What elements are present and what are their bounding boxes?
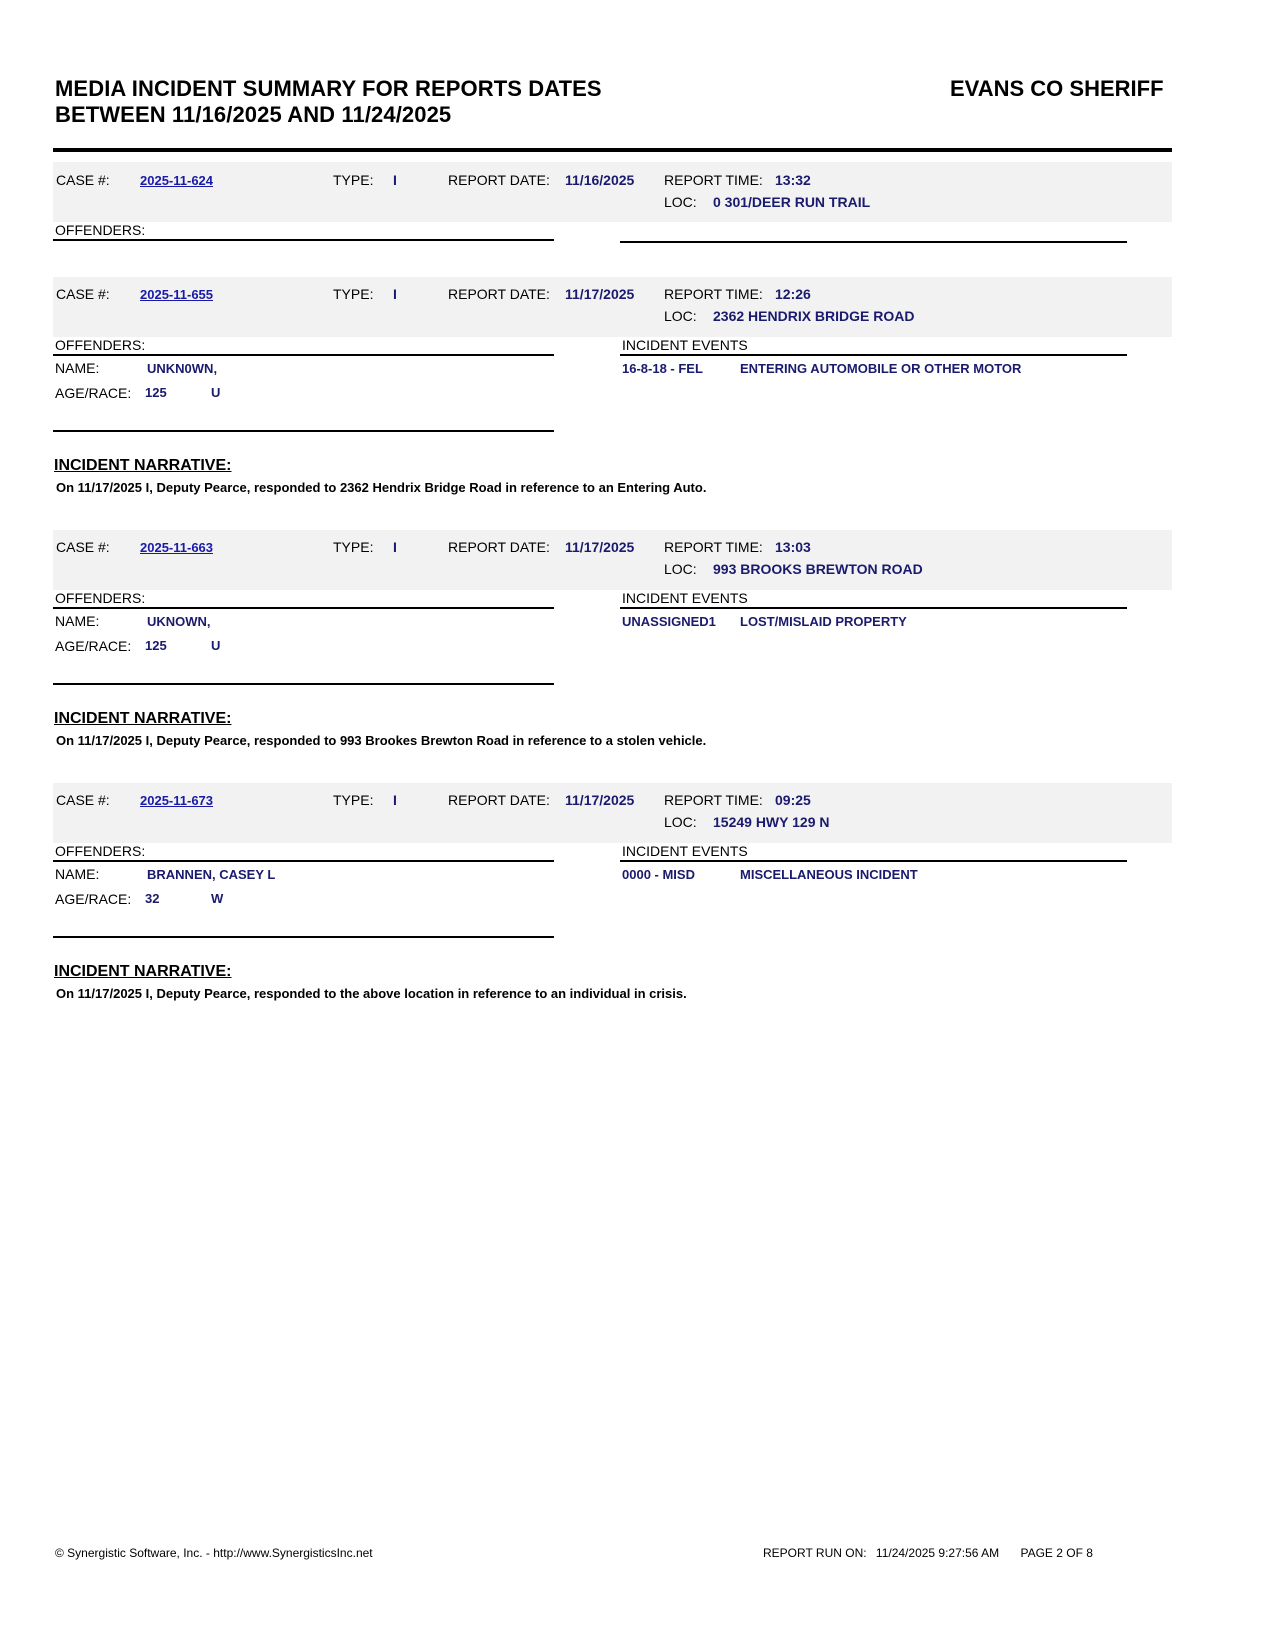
age-value: 32 [145, 891, 160, 906]
case-number-link[interactable]: 2025-11-624 [140, 173, 214, 188]
case-number-link[interactable]: 2025-11-655 [140, 287, 214, 302]
case-label: CASE #: [56, 172, 110, 188]
event-description: ENTERING AUTOMOBILE OR OTHER MOTOR [740, 361, 1022, 376]
name-label: NAME: [55, 360, 100, 376]
case-header-band [53, 162, 1172, 222]
loc-label: LOC: [664, 308, 697, 324]
report-time-label: REPORT TIME: [664, 172, 763, 188]
incident-events-label: INCIDENT EVENTS [622, 590, 748, 606]
events-rule [620, 354, 1127, 356]
narrative-heading: INCIDENT NARRATIVE: [54, 710, 232, 727]
loc-value: 2362 HENDRIX BRIDGE ROAD [713, 308, 915, 324]
offenders-rule [53, 607, 554, 609]
offender-name: UNKN0WN, [147, 361, 218, 376]
offender-name: BRANNEN, CASEY L [147, 867, 276, 882]
offenders-rule [53, 860, 554, 862]
agency-name: EVANS CO SHERIFF [950, 76, 1164, 101]
age-race-label: AGE/RACE: [55, 638, 132, 654]
age-value: 125 [145, 638, 167, 653]
incident-events-label: INCIDENT EVENTS [622, 843, 748, 859]
report-title-line2: BETWEEN 11/16/2025 AND 11/24/2025 [55, 102, 452, 127]
race-value: U [211, 385, 221, 400]
type-value: I [393, 539, 397, 555]
offenders-label: OFFENDERS: [55, 843, 146, 859]
case-number-link[interactable]: 2025-11-673 [140, 793, 214, 808]
type-label: TYPE: [333, 792, 374, 808]
name-label: NAME: [55, 866, 100, 882]
age-race-label: AGE/RACE: [55, 891, 132, 907]
offenders-label: OFFENDERS: [55, 337, 146, 353]
report-title-line1: MEDIA INCIDENT SUMMARY FOR REPORTS DATES [55, 76, 602, 101]
events-rule [620, 241, 1127, 243]
event-description: LOST/MISLAID PROPERTY [740, 614, 907, 629]
report-time-value: 13:03 [775, 539, 811, 555]
age-value: 125 [145, 385, 167, 400]
incident-events-label: INCIDENT EVENTS [622, 337, 748, 353]
report-time-label: REPORT TIME: [664, 792, 763, 808]
report-date-label: REPORT DATE: [448, 172, 550, 188]
loc-label: LOC: [664, 561, 697, 577]
report-time-label: REPORT TIME: [664, 286, 763, 302]
report-date-label: REPORT DATE: [448, 539, 550, 555]
footer-copyright: © Synergistic Software, Inc. - http://www.SynergisticsInc.net [55, 1546, 373, 1560]
report-time-value: 12:26 [775, 286, 811, 302]
offender-name: UKNOWN, [147, 614, 211, 629]
report-run-value: 11/24/2025 9:27:56 AM [875, 1546, 1000, 1560]
event-code: UNASSIGNED1 [622, 614, 716, 629]
report-date-value: 11/16/2025 [565, 172, 635, 188]
type-value: I [393, 792, 397, 808]
offenders-rule [53, 239, 554, 241]
event-code: 0000 - MISD [622, 867, 695, 882]
offenders-label: OFFENDERS: [55, 590, 146, 606]
report-time-value: 13:32 [775, 172, 811, 188]
report-time-value: 09:25 [775, 792, 811, 808]
type-label: TYPE: [333, 286, 374, 302]
case-label: CASE #: [56, 792, 110, 808]
report-date-value: 11/17/2025 [565, 792, 635, 808]
type-value: I [393, 286, 397, 302]
loc-value: 993 BROOKS BREWTON ROAD [713, 561, 923, 577]
loc-value: 15249 HWY 129 N [713, 814, 830, 830]
header-divider [53, 148, 1172, 152]
events-rule [620, 607, 1127, 609]
page-indicator: PAGE 2 OF 8 [1020, 1546, 1093, 1560]
offenders-rule [53, 354, 554, 356]
offender-bottom-rule [53, 936, 554, 938]
report-title [55, 76, 602, 128]
age-race-label: AGE/RACE: [55, 385, 132, 401]
report-date-label: REPORT DATE: [448, 286, 550, 302]
report-date-value: 11/17/2025 [565, 539, 635, 555]
footer-run-info [763, 1546, 1099, 1560]
report-date-value: 11/17/2025 [565, 286, 635, 302]
event-code: 16-8-18 - FEL [622, 361, 703, 376]
case-label: CASE #: [56, 286, 110, 302]
narrative-text: On 11/17/2025 I, Deputy Pearce, responded to 2362 Hendrix Bridge Road in reference to an Entering Auto. [56, 480, 707, 495]
loc-value: 0 301/DEER RUN TRAIL [713, 194, 871, 210]
report-run-label: REPORT RUN ON: [763, 1546, 867, 1560]
offender-bottom-rule [53, 430, 554, 432]
race-value: U [211, 638, 221, 653]
loc-label: LOC: [664, 194, 697, 210]
report-time-label: REPORT TIME: [664, 539, 763, 555]
type-label: TYPE: [333, 539, 374, 555]
type-label: TYPE: [333, 172, 374, 188]
case-number-link[interactable]: 2025-11-663 [140, 540, 214, 555]
report-date-label: REPORT DATE: [448, 792, 550, 808]
name-label: NAME: [55, 613, 100, 629]
offenders-label: OFFENDERS: [55, 222, 146, 238]
narrative-heading: INCIDENT NARRATIVE: [54, 457, 232, 474]
event-description: MISCELLANEOUS INCIDENT [740, 867, 918, 882]
events-rule [620, 860, 1127, 862]
type-value: I [393, 172, 397, 188]
race-value: W [211, 891, 224, 906]
offender-bottom-rule [53, 683, 554, 685]
loc-label: LOC: [664, 814, 697, 830]
narrative-heading: INCIDENT NARRATIVE: [54, 963, 232, 980]
narrative-text: On 11/17/2025 I, Deputy Pearce, responded to 993 Brookes Brewton Road in reference to a stolen vehicle. [56, 733, 707, 748]
case-label: CASE #: [56, 539, 110, 555]
narrative-text: On 11/17/2025 I, Deputy Pearce, responded to the above location in reference to an individual in crisis. [56, 986, 687, 1001]
